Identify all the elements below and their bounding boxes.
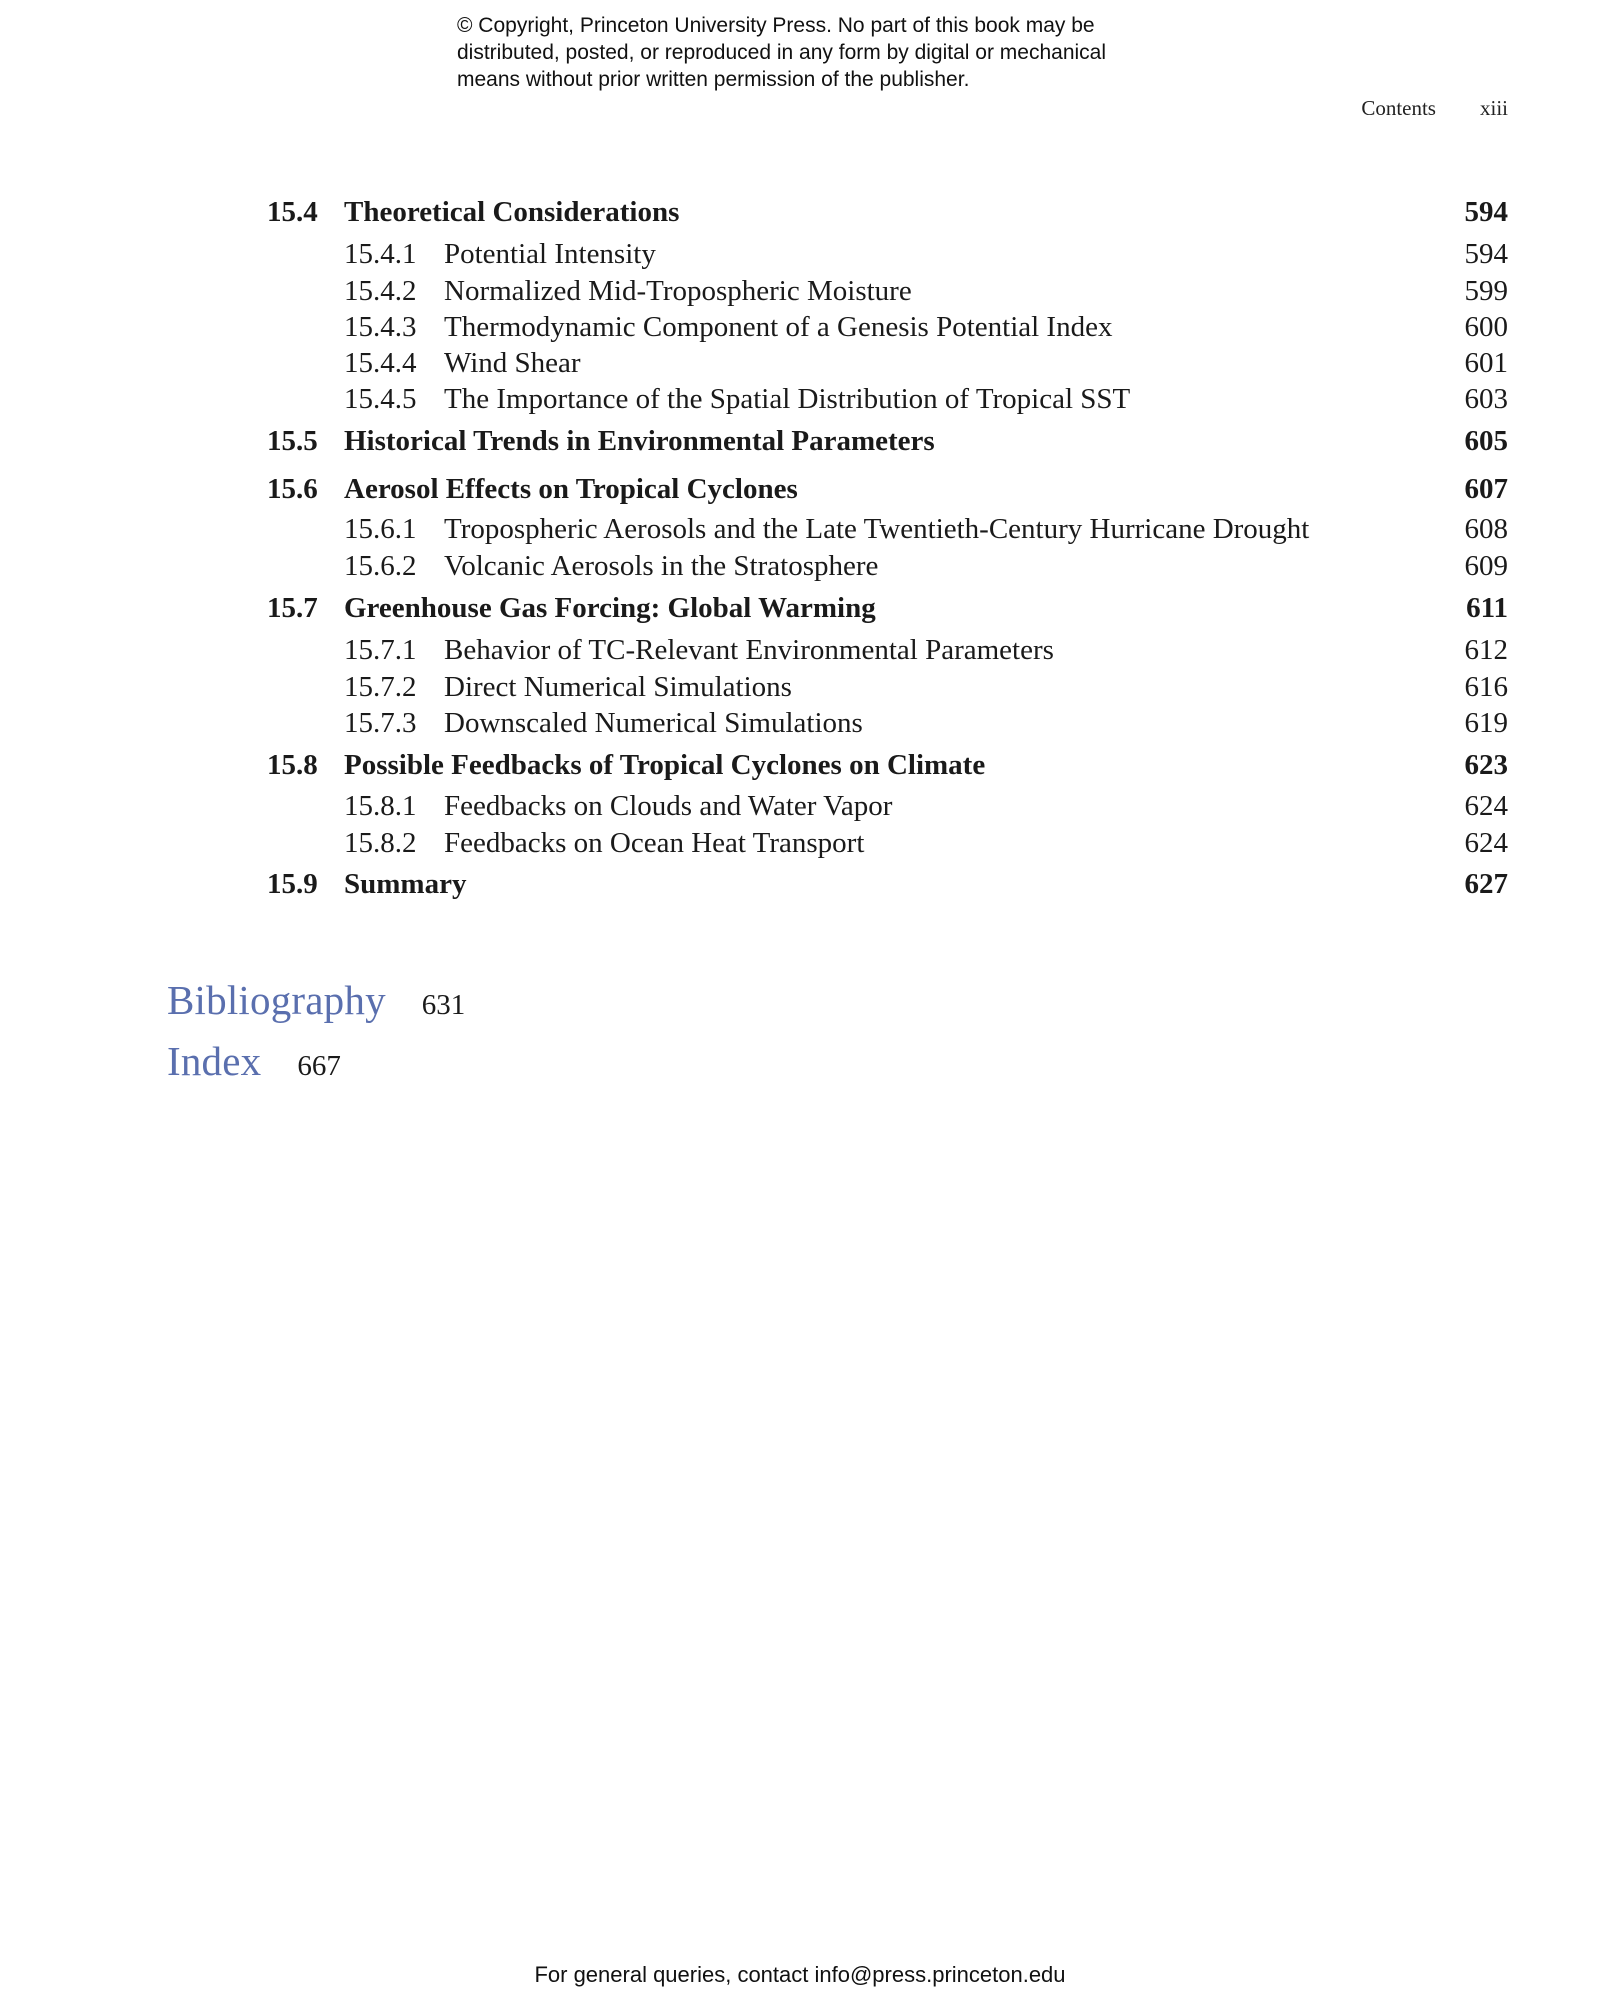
toc-entry-title: Normalized Mid-Tropospheric Moisture — [444, 275, 912, 307]
toc-entry-page: 594 — [1464, 238, 1508, 270]
toc-entry-title: Behavior of TC-Relevant Environmental Parameters — [444, 634, 1054, 666]
toc-entry-title: Greenhouse Gas Forcing: Global Warming — [344, 592, 876, 624]
toc-entry-number: 15.4.2 — [344, 275, 417, 307]
toc-section-entry[interactable] — [0, 473, 1600, 509]
toc-entry-page: 605 — [1464, 425, 1508, 457]
toc-subsection-entry[interactable] — [0, 827, 1600, 863]
toc-entry-number: 15.4.4 — [344, 347, 417, 379]
toc-entry-page: 619 — [1464, 707, 1508, 739]
toc-entry-page: 612 — [1464, 634, 1508, 666]
index-entry[interactable] — [167, 1037, 341, 1085]
toc-entry-number: 15.6.1 — [344, 513, 417, 545]
toc-entry-title: Direct Numerical Simulations — [444, 671, 792, 703]
toc-entry-number: 15.8.2 — [344, 827, 417, 859]
toc-entry-number: 15.6.2 — [344, 550, 417, 582]
toc-subsection-entry[interactable] — [0, 347, 1600, 383]
toc-section-entry[interactable] — [0, 425, 1600, 461]
toc-entry-number: 15.4 — [267, 196, 318, 228]
toc-entry-title: The Importance of the Spatial Distribution of Tropical SST — [444, 383, 1131, 415]
toc-subsection-entry[interactable] — [0, 790, 1600, 826]
toc-entry-title: Aerosol Effects on Tropical Cyclones — [344, 473, 798, 505]
toc-entry-title: Thermodynamic Component of a Genesis Potential Index — [444, 311, 1113, 343]
toc-subsection-entry[interactable] — [0, 383, 1600, 419]
copyright-line: means without prior written permission of the publisher. — [457, 68, 970, 91]
copyright-line: © Copyright, Princeton University Press. No part of this book may be — [457, 14, 1095, 37]
toc-entry-page: 594 — [1464, 196, 1508, 228]
toc-entry-page: 616 — [1464, 671, 1508, 703]
toc-entry-number: 15.7.1 — [344, 634, 417, 666]
toc-entry-number: 15.4.5 — [344, 383, 417, 415]
toc-subsection-entry[interactable] — [0, 550, 1600, 586]
toc-entry-title: Summary — [344, 868, 467, 900]
running-head-title: Contents — [1361, 96, 1436, 120]
toc-subsection-entry[interactable] — [0, 671, 1600, 707]
toc-entry-number: 15.7 — [267, 592, 318, 624]
toc-subsection-entry[interactable] — [0, 707, 1600, 743]
toc-entry-number: 15.5 — [267, 425, 318, 457]
toc-section-entry[interactable] — [0, 592, 1600, 628]
toc-entry-page: 603 — [1464, 383, 1508, 415]
toc-entry-page: 611 — [1466, 592, 1508, 624]
toc-entry-number: 15.7.3 — [344, 707, 417, 739]
copyright-line: distributed, posted, or reproduced in any form by digital or mechanical — [457, 41, 1107, 64]
toc-entry-title: Feedbacks on Ocean Heat Transport — [444, 827, 865, 859]
toc-entry-page: 601 — [1464, 347, 1508, 379]
toc-section-entry[interactable] — [0, 196, 1600, 232]
toc-entry-title: Wind Shear — [444, 347, 581, 379]
toc-entry-number: 15.7.2 — [344, 671, 417, 703]
toc-entry-page: 627 — [1464, 868, 1508, 900]
toc-entry-number: 15.9 — [267, 868, 318, 900]
toc-subsection-entry[interactable] — [0, 311, 1600, 347]
toc-entry-number: 15.6 — [267, 473, 318, 505]
toc-entry-page: 608 — [1464, 513, 1508, 545]
toc-entry-number: 15.4.3 — [344, 311, 417, 343]
footer-contact: For general queries, contact info@press.princeton.edu — [534, 1962, 1066, 1987]
bibliography-entry[interactable] — [167, 976, 465, 1024]
toc-entry-page: 609 — [1464, 550, 1508, 582]
toc-subsection-entry[interactable] — [0, 513, 1600, 549]
toc-entry-page: 623 — [1464, 749, 1508, 781]
running-head — [1361, 96, 1508, 121]
toc-entry-page: 624 — [1464, 827, 1508, 859]
toc-subsection-entry[interactable] — [0, 238, 1600, 274]
toc-entry-title: Volcanic Aerosols in the Stratosphere — [444, 550, 879, 582]
bibliography-page: 631 — [421, 989, 466, 1021]
bibliography-title: Bibliography — [167, 977, 386, 1023]
toc-entry-title: Possible Feedbacks of Tropical Cyclones on Climate — [344, 749, 986, 781]
toc-entry-page: 624 — [1464, 790, 1508, 822]
toc-entry-page: 599 — [1464, 275, 1508, 307]
toc-entry-title: Tropospheric Aerosols and the Late Twentieth-Century Hurricane Drought — [444, 513, 1310, 545]
toc-entry-title: Theoretical Considerations — [344, 196, 680, 228]
toc-entry-title: Downscaled Numerical Simulations — [444, 707, 863, 739]
toc-subsection-entry[interactable] — [0, 634, 1600, 670]
index-page: 667 — [297, 1050, 341, 1082]
toc-subsection-entry[interactable] — [0, 275, 1600, 311]
toc-section-entry[interactable] — [0, 749, 1600, 785]
toc-entry-page: 607 — [1464, 473, 1508, 505]
toc-section-entry[interactable] — [0, 868, 1600, 904]
toc-entry-page: 600 — [1464, 311, 1508, 343]
copyright-notice — [457, 12, 1217, 93]
toc-entry-number: 15.8.1 — [344, 790, 417, 822]
toc-entry-number: 15.4.1 — [344, 238, 417, 270]
toc-entry-number: 15.8 — [267, 749, 318, 781]
index-title: Index — [167, 1038, 262, 1084]
running-head-page-number: xiii — [1479, 96, 1508, 120]
toc-entry-title: Historical Trends in Environmental Parameters — [344, 425, 935, 457]
toc-entry-title: Feedbacks on Clouds and Water Vapor — [444, 790, 893, 822]
toc-entry-title: Potential Intensity — [444, 238, 656, 270]
